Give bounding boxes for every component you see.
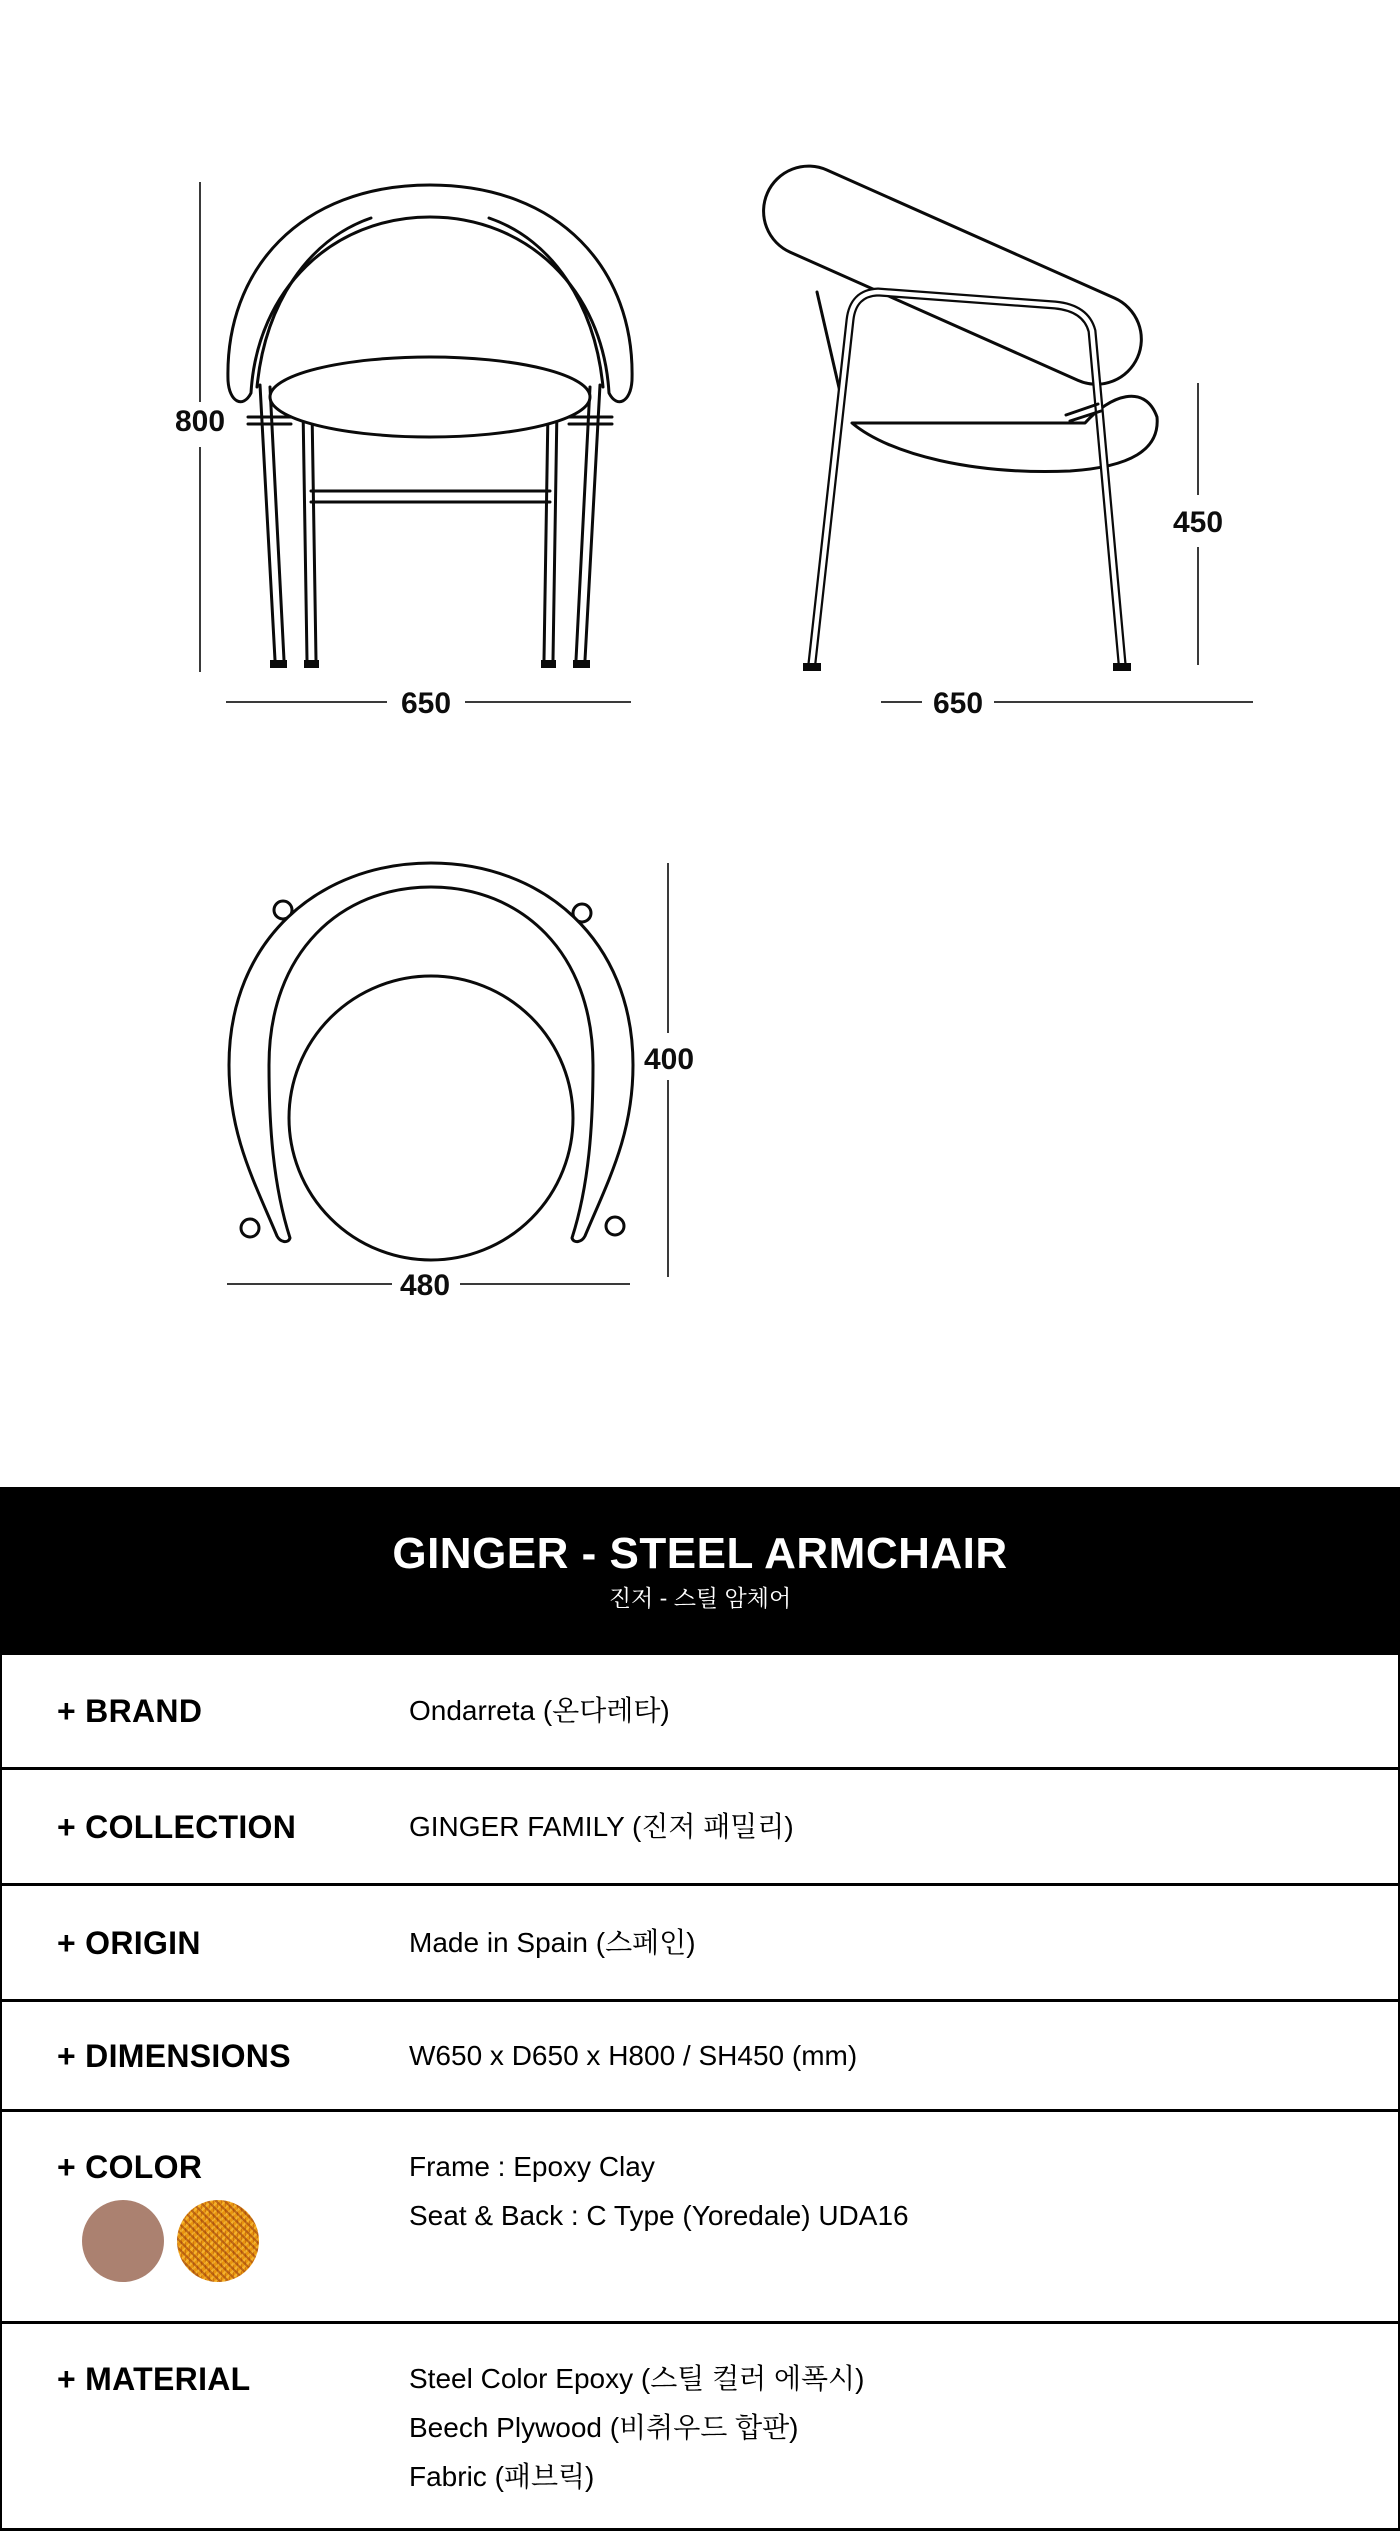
side-foot xyxy=(1113,663,1131,671)
color-label: + COLOR xyxy=(57,2149,203,2185)
spec-row-origin xyxy=(2,1886,1398,2002)
side-foot xyxy=(803,663,821,671)
spec-header xyxy=(0,1487,1400,1655)
collection-label: + COLLECTION xyxy=(57,1808,297,1845)
dimensions-label: + DIMENSIONS xyxy=(57,2037,291,2074)
front-seat xyxy=(270,357,590,437)
side-seat-height-dim-label: 450 xyxy=(1172,506,1224,539)
origin-label: + ORIGIN xyxy=(57,1924,201,1961)
front-height-dim-label: 800 xyxy=(174,405,226,438)
spec-row-dimensions xyxy=(2,2002,1398,2112)
color-frame-value: Frame : Epoxy Clay xyxy=(409,2151,655,2182)
spec-body xyxy=(0,1655,1400,2531)
side-seat xyxy=(852,396,1157,471)
dimensions-value: W650 x D650 x H800 / SH450 (mm) xyxy=(409,2039,858,2071)
material-value-plywood: Beech Plywood (비취우드 합판) xyxy=(409,2412,799,2443)
spec-row-brand xyxy=(2,1655,1398,1770)
color-swatches xyxy=(82,2200,409,2282)
front-leg-lines-inner xyxy=(303,407,557,660)
spec-row-collection xyxy=(2,1770,1398,1886)
collection-value: GINGER FAMILY (진저 패밀리) xyxy=(409,1810,794,1842)
product-subtitle-korean: 진저 - 스틸 암체어 xyxy=(608,1585,792,1611)
color-seat-value: Seat & Back : C Type (Yoredale) UDA16 xyxy=(409,2200,909,2231)
front-stretcher xyxy=(311,491,550,502)
product-title: GINGER - STEEL ARMCHAIR xyxy=(392,1529,1008,1578)
top-view-drawing xyxy=(195,840,705,1320)
brand-value: Ondarreta (온다레타) xyxy=(409,1695,670,1726)
front-view-drawing xyxy=(165,155,695,715)
front-foot xyxy=(270,660,287,668)
front-width-dim-label: 650 xyxy=(400,687,452,715)
side-view-drawing xyxy=(740,155,1260,715)
origin-value: Made in Spain (스페인) xyxy=(409,1926,696,1958)
top-seat xyxy=(289,976,573,1260)
top-leg-hook xyxy=(606,1217,624,1235)
spec-row-material xyxy=(2,2324,1398,2531)
top-depth-dim-label: 400 xyxy=(643,1043,695,1076)
swatch-fabric-uda16 xyxy=(177,2200,259,2282)
front-foot xyxy=(573,660,590,668)
front-foot xyxy=(541,660,556,668)
front-foot xyxy=(304,660,319,668)
material-value-fabric: Fabric (패브릭) xyxy=(409,2461,595,2492)
brand-label: + BRAND xyxy=(57,1693,203,1729)
swatch-epoxy-clay xyxy=(82,2200,164,2282)
top-leg-hook xyxy=(241,1219,259,1237)
spec-table xyxy=(0,1487,1400,2531)
material-value-epoxy: Steel Color Epoxy (스틸 컬러 에폭시) xyxy=(409,2363,865,2394)
spec-row-color xyxy=(2,2112,1398,2324)
top-width-dim-label: 480 xyxy=(399,1269,451,1302)
side-depth-dim-label: 650 xyxy=(932,687,984,715)
material-label: + MATERIAL xyxy=(57,2361,251,2397)
